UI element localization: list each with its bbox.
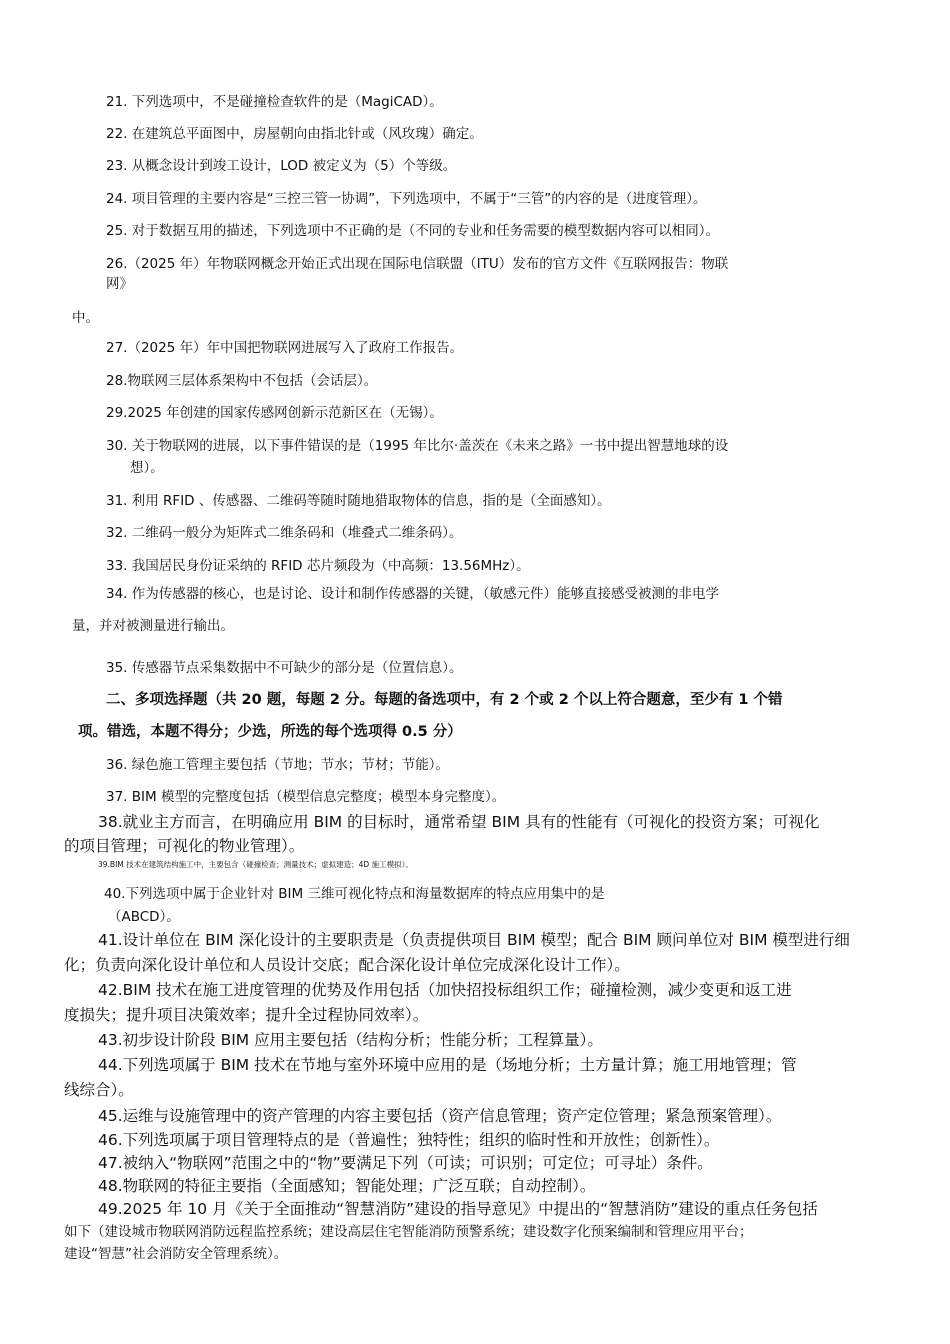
section-heading-line2: 项。错选，本题不得分；少选，所选的每个选项得 0.5 分） xyxy=(78,724,462,740)
question-42-line2: 度损失；提升项目决策效率；提升全过程协同效率）。 xyxy=(64,1006,429,1024)
question-46: 46.下列选项属于项目管理特点的是（普遍性；独特性；组织的临时性和开放性；创新性）。 xyxy=(98,1131,720,1149)
question-33: 33. 我国居民身份证采纳的 RFID 芯片频段为（中高频：13.56MHz）。 xyxy=(106,558,530,574)
question-23: 23. 从概念设计到竣工设计，LOD 被定义为（5）个等级。 xyxy=(106,158,457,174)
question-22: 22. 在建筑总平面图中，房屋朝向由指北针或（风玫瑰）确定。 xyxy=(106,126,483,142)
question-39: 39.BIM 技术在建筑结构施工中，主要包含（碰撞检查；测量技术；虚拟建造；4D 施工模拟）。 xyxy=(98,860,413,869)
question-24: 24. 项目管理的主要内容是“三控三管一协调”，下列选项中，不属于“三管”的内容的是（进度管理）。 xyxy=(106,191,707,207)
question-26-line3: 中。 xyxy=(72,310,99,326)
question-35: 35. 传感器节点采集数据中不可缺少的部分是（位置信息）。 xyxy=(106,660,463,676)
question-30-line1: 30. 关于物联网的进展，以下事件错误的是（1995 年比尔·盖茨在《未来之路》一书中提出智慧地球的设 xyxy=(106,438,729,454)
question-26-line2: 网》 xyxy=(106,276,133,292)
question-43: 43.初步设计阶段 BIM 应用主要包括（结构分析；性能分析；工程算量）。 xyxy=(98,1031,603,1049)
question-41-line2: 化；负责向深化设计单位和人员设计交底；配合深化设计单位完成深化设计工作）。 xyxy=(64,956,630,974)
question-30-line2: 想）。 xyxy=(130,460,164,476)
question-27: 27.（2025 年）年中国把物联网进展写入了政府工作报告。 xyxy=(106,340,464,356)
question-42-line1: 42.BIM 技术在施工进度管理的优势及作用包括（加快招投标组织工作；碰撞检测，减少变更和返工进 xyxy=(98,981,792,999)
question-34-line2: 量，并对被测量进行输出。 xyxy=(72,618,234,634)
question-34-line1: 34. 作为传感器的核心，也是讨论、设计和制作传感器的关键，（敏感元件）能够直接感受被测的非电学 xyxy=(106,586,720,602)
question-36: 36. 绿色施工管理主要包括（节地；节水；节材；节能）。 xyxy=(106,757,450,773)
question-26-line1: 26.（2025 年）年物联网概念开始正式出现在国际电信联盟（ITU）发布的官方文件《互联网报告：物联 xyxy=(106,256,729,272)
question-38-line2: 的项目管理；可视化的物业管理）。 xyxy=(64,837,305,855)
question-37: 37. BIM 模型的完整度包括（模型信息完整度；模型本身完整度）。 xyxy=(106,789,506,805)
question-44-line1: 44.下列选项属于 BIM 技术在节地与室外环境中应用的是（场地分析；土方量计算；施工用地管理；管 xyxy=(98,1056,797,1074)
section-heading-line1: 二、多项选择题（共 20 题，每题 2 分。每题的备选项中，有 2 个或 2 个以上符合题意，至少有 1 个错 xyxy=(106,692,783,708)
question-49-line3: 建设“智慧”社会消防安全管理系统）。 xyxy=(64,1246,288,1262)
question-41-line1: 41.设计单位在 BIM 深化设计的主要职责是（负责提供项目 BIM 模型；配合 BIM 顾问单位对 BIM 模型进行细 xyxy=(98,931,850,949)
question-49-line2: 如下（建设城市物联网消防远程监控系统；建设高层住宅智能消防预警系统；建设数字化预案编制和管理应用平台； xyxy=(64,1224,753,1240)
question-32: 32. 二维码一般分为矩阵式二维条码和（堆叠式二维条码）。 xyxy=(106,525,463,541)
question-38-line1: 38.就业主方而言，在明确应用 BIM 的目标时，通常希望 BIM 具有的性能有（可视化的投资方案；可视化 xyxy=(98,813,820,831)
question-47: 47.被纳入“物联网”范围之中的“物”要满足下列（可读；可识别；可定位；可寻址）条件。 xyxy=(98,1154,713,1172)
question-29: 29.2025 年创建的国家传感网创新示范新区在（无锡）。 xyxy=(106,405,443,421)
question-45: 45.运维与设施管理中的资产管理的内容主要包括（资产信息管理；资产定位管理；紧急预案管理）。 xyxy=(98,1107,782,1125)
question-40-line2: （ABCD）。 xyxy=(108,909,180,925)
question-44-line2: 线综合）。 xyxy=(64,1081,134,1099)
question-49-line1: 49.2025 年 10 月《关于全面推动“智慧消防”建设的指导意见》中提出的“智慧消防”建设的重点任务包括 xyxy=(98,1200,818,1218)
question-25: 25. 对于数据互用的描述，下列选项中不正确的是（不同的专业和任务需要的模型数据内容可以相同）。 xyxy=(106,223,720,239)
question-48: 48.物联网的特征主要指（全面感知；智能处理；广泛互联；自动控制）。 xyxy=(98,1177,596,1195)
question-28: 28.物联网三层体系架构中不包括（会话层）。 xyxy=(106,373,378,389)
question-31: 31. 利用 RFID 、传感器、二维码等随时随地猎取物体的信息，指的是（全面感知）。 xyxy=(106,493,611,509)
question-21: 21. 下列选项中，不是碰撞检查软件的是（MagiCAD）。 xyxy=(106,94,443,110)
question-40-line1: 40.下列选项中属于企业针对 BIM 三维可视化特点和海量数据库的特点应用集中的是 xyxy=(104,886,605,902)
